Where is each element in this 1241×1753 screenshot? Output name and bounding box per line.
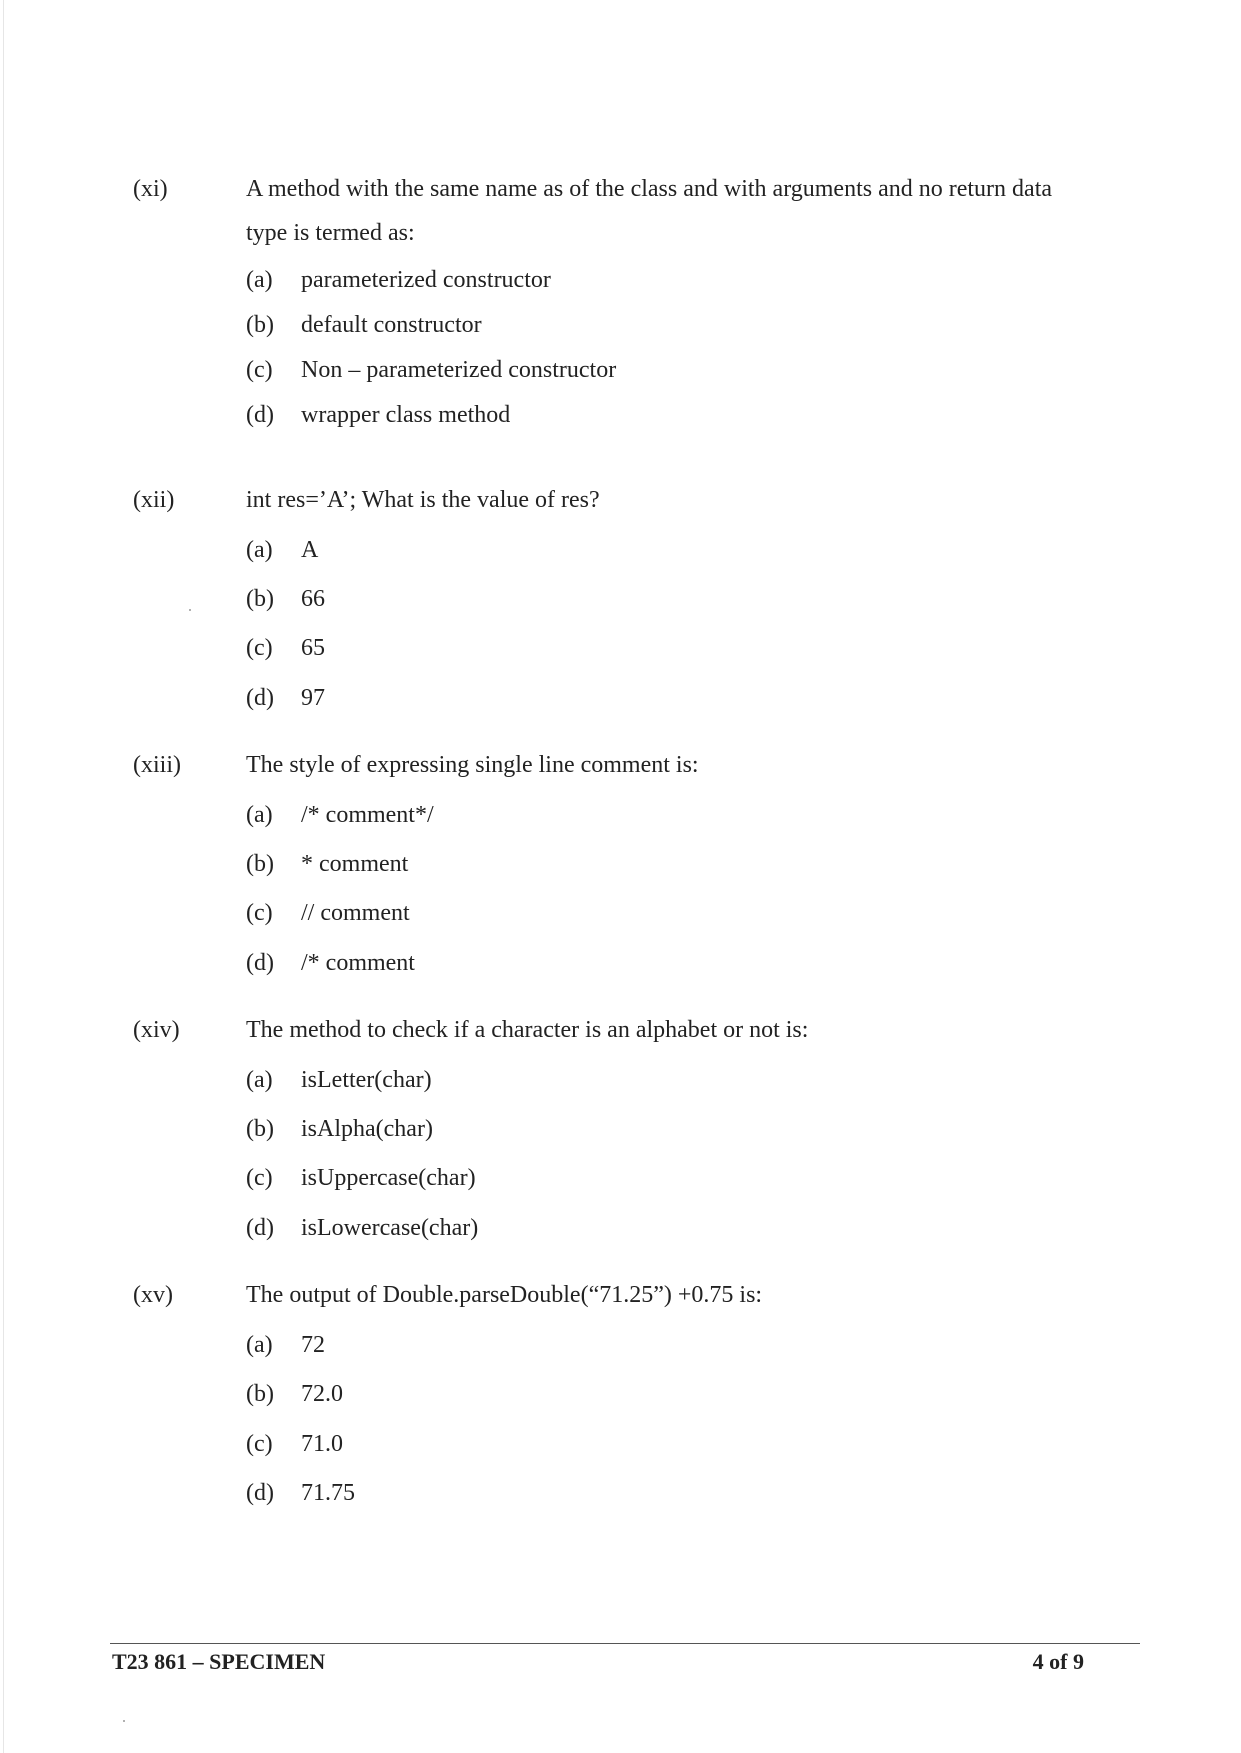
option-text: * comment bbox=[301, 851, 409, 877]
scan-speck bbox=[123, 1720, 125, 1722]
option-text: /* comment*/ bbox=[301, 802, 434, 828]
option-label: (d) bbox=[246, 685, 274, 711]
option-d bbox=[0, 676, 800, 720]
footer-rule bbox=[110, 1643, 1140, 1644]
question-text: The style of expressing single line comment is: bbox=[246, 752, 699, 778]
question-text: The method to check if a character is an alphabet or not is: bbox=[246, 1017, 809, 1043]
option-label: (a) bbox=[246, 1332, 273, 1358]
scan-speck bbox=[189, 609, 191, 611]
option-a bbox=[0, 1058, 800, 1102]
option-text: 71.75 bbox=[301, 1480, 355, 1506]
option-label: (b) bbox=[246, 1116, 274, 1142]
option-text: wrapper class method bbox=[301, 402, 511, 428]
option-label: (a) bbox=[246, 267, 273, 293]
option-label: (b) bbox=[246, 1381, 274, 1407]
option-label: (d) bbox=[246, 1480, 274, 1506]
option-text: Non – parameterized constructor bbox=[301, 357, 617, 383]
footer-page-number: 4 of 9 bbox=[1032, 1649, 1084, 1674]
option-text: // comment bbox=[301, 900, 410, 926]
option-label: (a) bbox=[246, 537, 273, 563]
option-label: (b) bbox=[246, 312, 274, 338]
option-text: 72.0 bbox=[301, 1381, 343, 1407]
option-text: parameterized constructor bbox=[301, 267, 551, 293]
option-text: isLetter(char) bbox=[301, 1067, 432, 1093]
option-label: (b) bbox=[246, 851, 274, 877]
option-d bbox=[0, 1206, 800, 1250]
option-label: (d) bbox=[246, 950, 274, 976]
question-number: (xv) bbox=[133, 1282, 173, 1308]
option-text: isLowercase(char) bbox=[301, 1215, 479, 1241]
option-label: (c) bbox=[246, 900, 273, 926]
option-a bbox=[0, 528, 800, 572]
option-label: (c) bbox=[246, 1165, 273, 1191]
question-text: A method with the same name as of the class and with arguments and no return data type is termed as: bbox=[246, 176, 1053, 246]
question-text: int res=’A’; What is the value of res? bbox=[246, 487, 600, 513]
option-a bbox=[0, 1323, 800, 1367]
option-text: 72 bbox=[301, 1332, 325, 1358]
question-text: The output of Double.parseDouble(“71.25”) +0.75 is: bbox=[246, 1282, 763, 1308]
option-label: (c) bbox=[246, 357, 273, 383]
option-text: 71.0 bbox=[301, 1431, 343, 1457]
option-c bbox=[0, 626, 800, 670]
option-c bbox=[0, 348, 800, 392]
option-text: isUppercase(char) bbox=[301, 1165, 476, 1191]
option-b bbox=[0, 577, 800, 621]
option-d bbox=[0, 941, 800, 985]
question-number: (xiii) bbox=[133, 752, 181, 778]
option-a bbox=[0, 793, 800, 837]
option-label: (c) bbox=[246, 1431, 273, 1457]
option-text: /* comment bbox=[301, 950, 415, 976]
question-number: (xii) bbox=[133, 487, 175, 513]
option-text: default constructor bbox=[301, 312, 482, 338]
option-b bbox=[0, 842, 800, 886]
option-text: 97 bbox=[301, 685, 325, 711]
option-c bbox=[0, 1156, 800, 1200]
option-text: 66 bbox=[301, 586, 325, 612]
footer-paper-code: T23 861 – SPECIMEN bbox=[112, 1649, 326, 1674]
option-label: (c) bbox=[246, 635, 273, 661]
option-label: (d) bbox=[246, 1215, 274, 1241]
option-c bbox=[0, 891, 800, 935]
option-c bbox=[0, 1422, 800, 1466]
option-b bbox=[0, 1372, 800, 1416]
option-b bbox=[0, 1107, 800, 1151]
option-label: (d) bbox=[246, 402, 274, 428]
option-text: 65 bbox=[301, 635, 325, 661]
option-a bbox=[0, 258, 800, 302]
option-label: (a) bbox=[246, 802, 273, 828]
option-label: (b) bbox=[246, 586, 274, 612]
question-number: (xi) bbox=[133, 176, 168, 202]
option-text: A bbox=[301, 537, 319, 563]
option-d bbox=[0, 1471, 800, 1515]
option-d bbox=[0, 393, 800, 437]
option-label: (a) bbox=[246, 1067, 273, 1093]
option-text: isAlpha(char) bbox=[301, 1116, 433, 1142]
option-b bbox=[0, 303, 800, 347]
question-number: (xiv) bbox=[133, 1017, 180, 1043]
